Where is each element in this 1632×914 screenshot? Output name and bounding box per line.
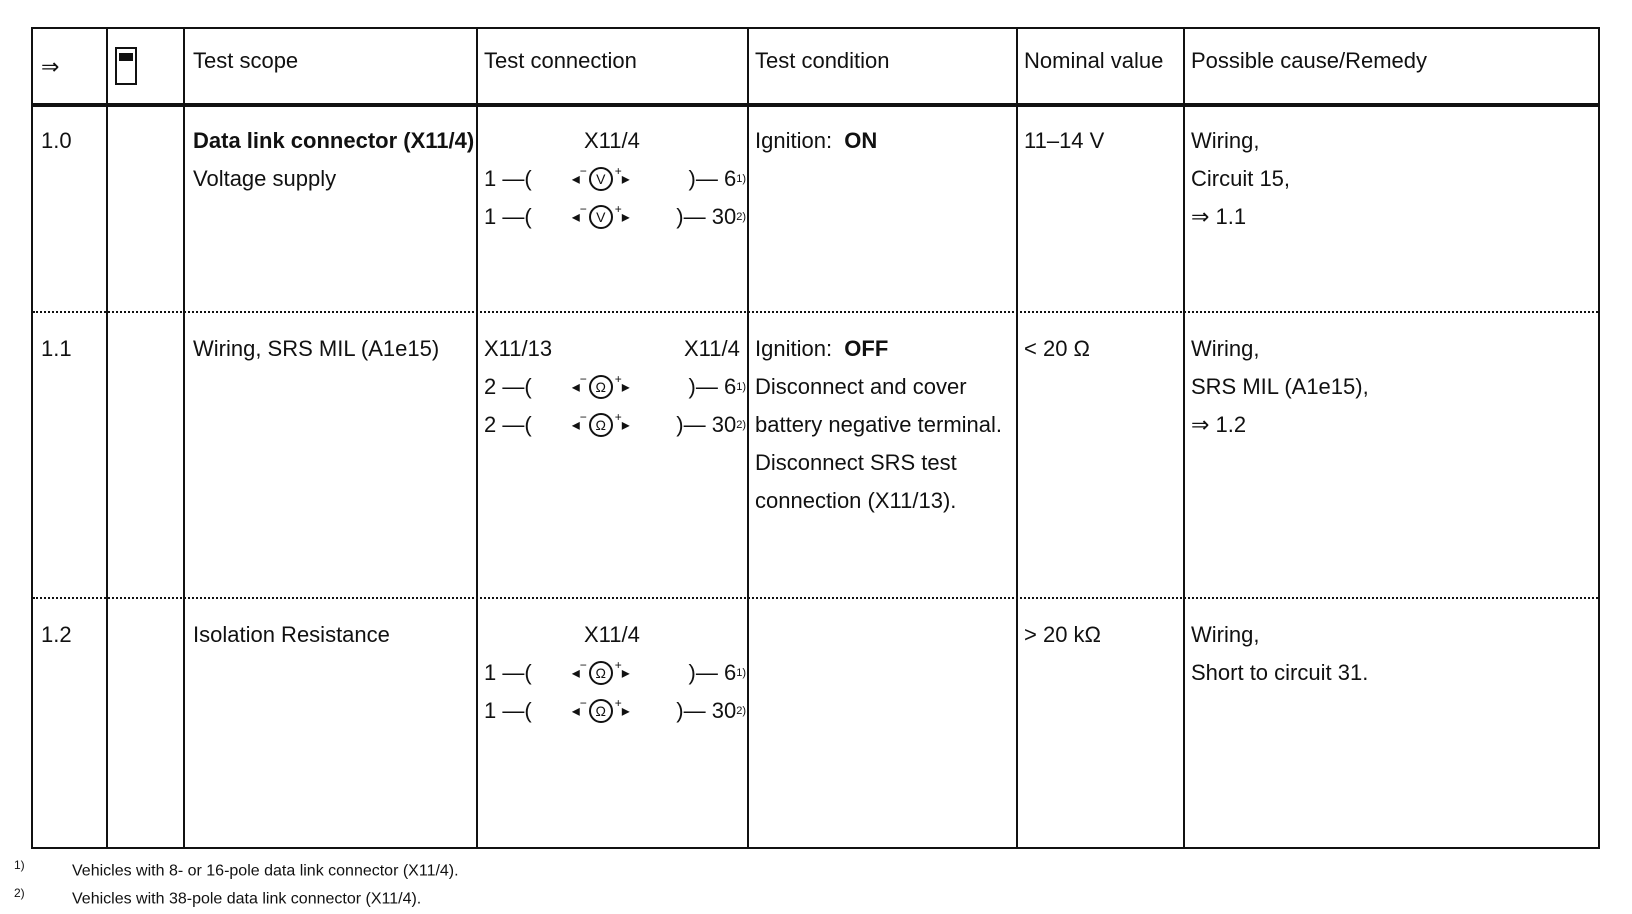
row-divider: [33, 597, 1598, 599]
pin-left: 2 —(: [484, 374, 532, 399]
condition: Ignition: OFF: [755, 336, 889, 361]
connection-line: 1 —( ◂ − V + ▸ )— 6 1): [484, 164, 746, 191]
step-number: 1.2: [41, 622, 72, 647]
header-divider: [33, 103, 1598, 107]
cause-line: SRS MIL (A1e15),: [1191, 374, 1369, 399]
col-divider: [1183, 29, 1185, 847]
tester-icon: [115, 47, 137, 85]
condition: Ignition: ON: [755, 128, 878, 153]
pin-right: )— 30: [676, 698, 737, 723]
pin-left: 1 —(: [484, 166, 532, 191]
cause-link: ⇒ 1.2: [1191, 412, 1247, 437]
ohmmeter-icon: ◂ − Ω + ▸: [572, 375, 630, 399]
footnote: [14, 886, 421, 908]
pin-left: 1 —(: [484, 204, 532, 229]
footnote-text: Vehicles with 38-pole data link connector (X11/4).: [72, 890, 422, 908]
scope-title: Data link connector (X11/4): [193, 128, 475, 153]
header-test-connection: Test connection: [484, 48, 637, 73]
col-divider: [747, 29, 749, 847]
footnote: [14, 858, 459, 880]
arrow-header: ⇒: [41, 54, 60, 79]
connection-line: 1 —( ◂ − Ω + ▸ )— 6 1): [484, 658, 746, 685]
cause-line: Circuit 15,: [1191, 166, 1291, 191]
col-divider: [106, 29, 108, 847]
nominal-value: > 20 kΩ: [1024, 622, 1101, 647]
condition-line: Disconnect and cover: [755, 374, 967, 399]
cause-line: Wiring,: [1191, 622, 1260, 647]
col-divider: [1016, 29, 1018, 847]
connection-line: 1 —( ◂ − V + ▸ )— 30 2): [484, 202, 746, 229]
connection-line: 2 —( ◂ − Ω + ▸ )— 6 1): [484, 372, 746, 399]
cause-line: Wiring,: [1191, 336, 1260, 361]
pin-right: )— 6: [688, 660, 737, 685]
connector-label: X11/4: [584, 128, 640, 153]
step-number: 1.1: [41, 336, 72, 361]
connection-line: 2 —( ◂ − Ω + ▸ )— 30 2): [484, 410, 746, 437]
voltmeter-icon: ◂ − V + ▸: [572, 167, 630, 191]
pin-right: )— 30: [676, 204, 737, 229]
header-possible-cause: Possible cause/Remedy: [1191, 48, 1428, 73]
connection-line: 1 —( ◂ − Ω + ▸ )— 30 2): [484, 696, 746, 723]
row-divider: [33, 311, 1598, 313]
connector-label-right: X11/4: [684, 336, 740, 361]
ohmmeter-icon: ◂ − Ω + ▸: [572, 661, 630, 685]
pin-right: )— 6: [688, 166, 737, 191]
col-divider: [476, 29, 478, 847]
scope-sub: Isolation Resistance: [193, 622, 390, 647]
cause-line: Short to circuit 31.: [1191, 660, 1369, 685]
ohmmeter-icon: ◂ − Ω + ▸: [572, 699, 630, 723]
pin-left: 1 —(: [484, 698, 532, 723]
voltmeter-icon: ◂ − V + ▸: [572, 205, 630, 229]
scope-sub: Voltage supply: [193, 166, 337, 191]
col-divider: [183, 29, 185, 847]
condition-line: connection (X11/13).: [755, 488, 957, 513]
nominal-value: < 20 Ω: [1024, 336, 1090, 361]
connector-label: X11/4: [584, 622, 640, 647]
footnote-mark: 2): [14, 886, 25, 900]
footnote-text: Vehicles with 8- or 16-pole data link connector (X11/4).: [72, 862, 459, 880]
cause-line: Wiring,: [1191, 128, 1260, 153]
step-number: 1.0: [41, 128, 72, 153]
pin-right: )— 6: [688, 374, 737, 399]
scope-sub: Wiring, SRS MIL (A1e15): [193, 336, 440, 361]
diagnostic-table: [31, 27, 1600, 849]
header-nominal-value: Nominal value: [1024, 48, 1164, 73]
pin-left: 2 —(: [484, 412, 532, 437]
cause-link: ⇒ 1.1: [1191, 204, 1247, 229]
connector-label-left: X11/13: [484, 336, 553, 361]
nominal-value: 11–14 V: [1024, 128, 1105, 153]
condition-line: Disconnect SRS test: [755, 450, 957, 475]
header-test-scope: Test scope: [193, 48, 299, 73]
pin-left: 1 —(: [484, 660, 532, 685]
condition-line: battery negative terminal.: [755, 412, 1003, 437]
pin-right: )— 30: [676, 412, 737, 437]
ohmmeter-icon: ◂ − Ω + ▸: [572, 413, 630, 437]
footnote-mark: 1): [14, 858, 25, 872]
header-test-condition: Test condition: [755, 48, 890, 73]
